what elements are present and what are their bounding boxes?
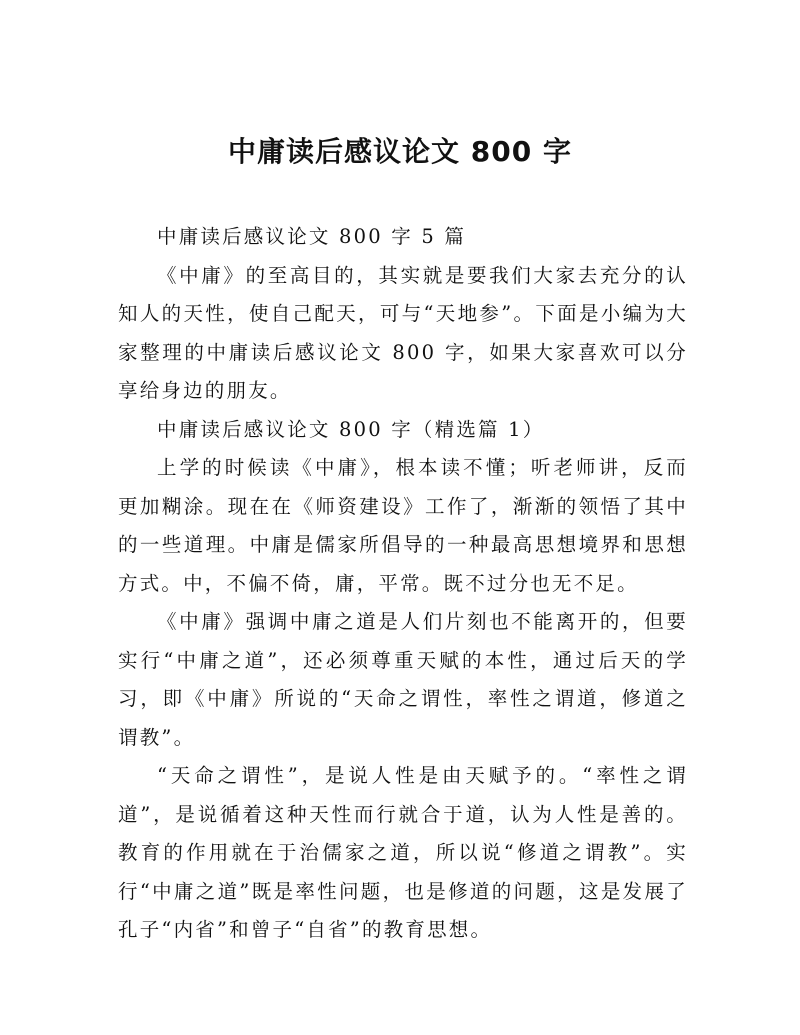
paragraph-section-heading: 中庸读后感议论文 800 字（精选篇 1）	[157, 417, 545, 441]
paragraph-body: 《中庸》强调中庸之道是人们片刻也不能离开的，但要实行“中庸之道”，还必须尊重天赋的本性，通过后天的学习，即《中庸》所说的“天命之谓性，率性之谓道，修道之谓教”。	[118, 610, 688, 749]
document-title: 中庸读后感议论文 800 字	[228, 135, 572, 168]
paragraph-body: 上学的时候读《中庸》，根本读不懂；听老师讲，反而更加糊涂。现在在《师资建设》工作了，渐渐的领悟了其中的一些道理。中庸是儒家所倡导的一种最高思想境界和思想方式。中，不偏不倚，庸，平常。既不过分也无不足。	[118, 456, 688, 595]
paragraph-subtitle: 中庸读后感议论文 800 字 5 篇	[157, 225, 467, 248]
document-body	[118, 218, 688, 950]
paragraph-body: “天命之谓性”，是说人性是由天赋予的。“率性之谓道”，是说循着这种天性而行就合于道，认为人性是善的。教育的作用就在于治儒家之道，所以说“修道之谓教”。实行“中庸之道”既是率性问题，也是修道的问题，这是发展了孔子“内省”和曾子“自省”的教育思想。	[118, 764, 688, 941]
paragraph-intro: 《中庸》的至高目的，其实就是要我们大家去充分的认知人的天性，使自己配天，可与“天地参”。下面是小编为大家整理的中庸读后感议论文 800 字，如果大家喜欢可以分享给身边的朋友。	[118, 263, 688, 402]
